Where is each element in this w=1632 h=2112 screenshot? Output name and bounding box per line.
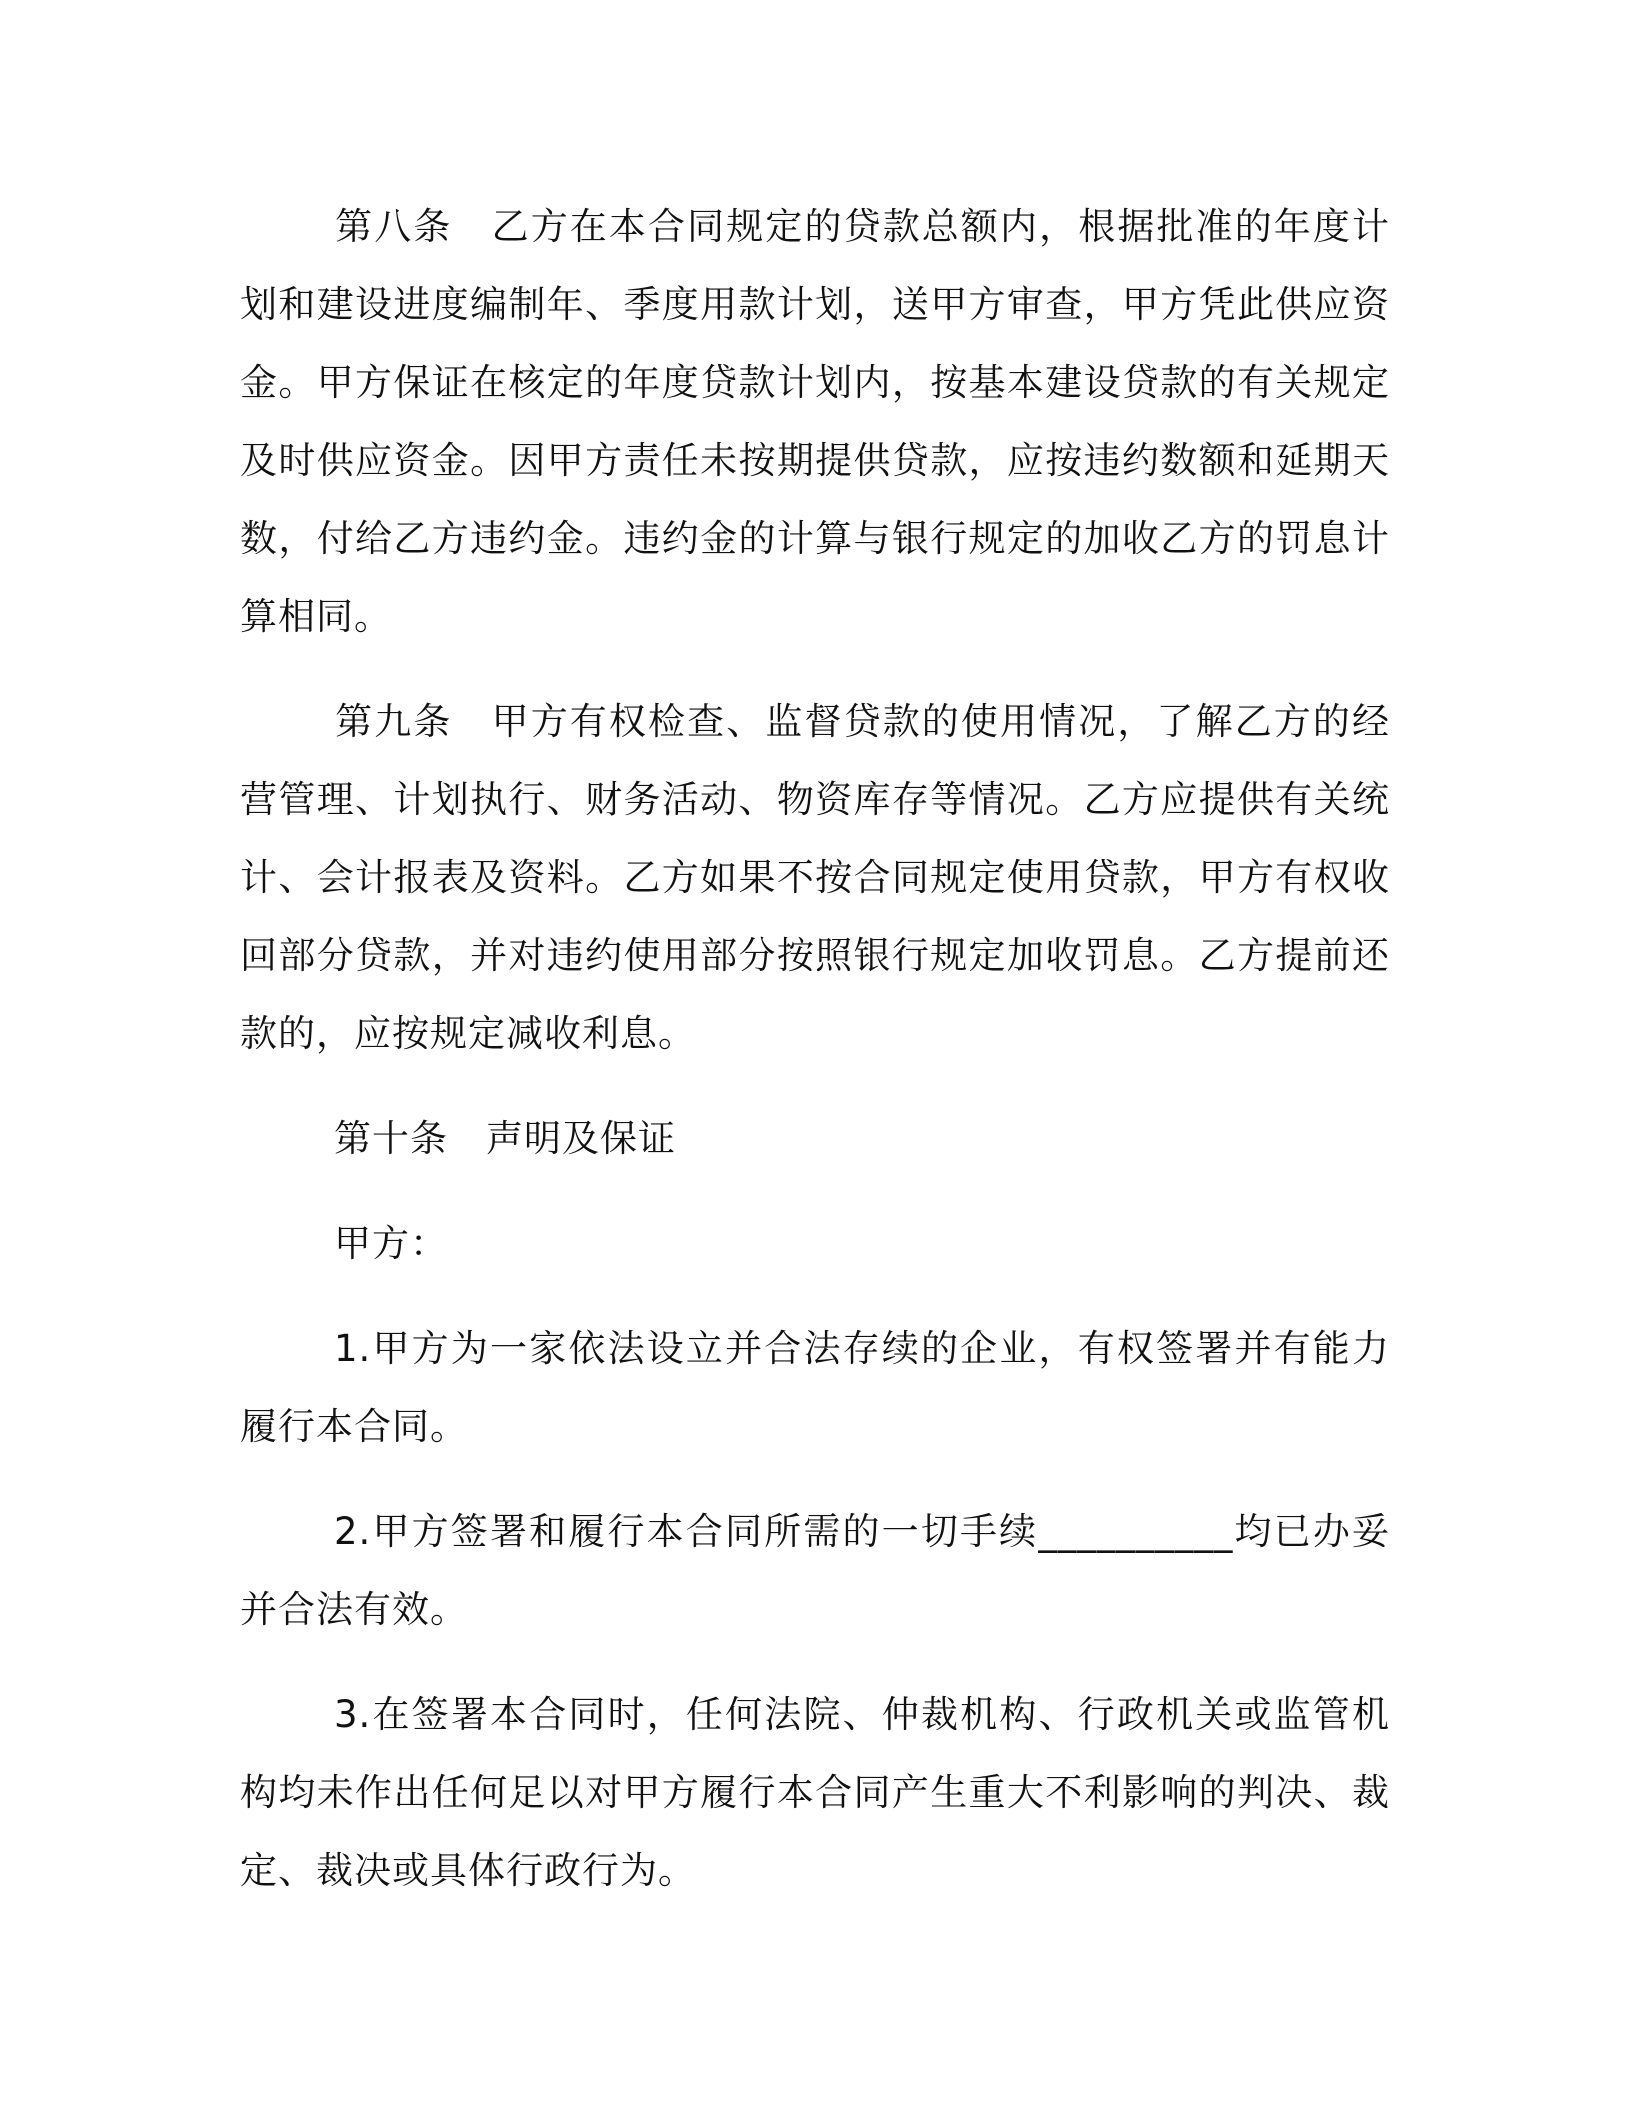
article-8-text: 乙方在本合同规定的贷款总额内，根据批准的年度计划和建设进度编制年、季度用款计划，送甲方审查，甲方凭此供应资金。甲方保证在核定的年度贷款计划内，按基本建设贷款的有关规定及时供应资金。因甲方责任未按期提供贷款，应按违约数额和延期天数，付给乙方违约金。违约金的计算与银行规定的加收乙方的罚息计算相同。 [240,205,1391,638]
article-9-paragraph [240,683,1390,1073]
document-page [240,188,1390,1910]
article-9-heading: 第九条 [334,700,453,743]
clause-1-text: 1.甲方为一家依法设立并合法存续的企业，有权签署并有能力履行本合同。 [240,1327,1390,1448]
party-a-label: 甲方： [334,1222,448,1265]
clause-2-text: 2.甲方签署和履行本合同所需的一切手续__________均已办妥并合法有效。 [240,1510,1390,1631]
article-9-text: 甲方有权检查、监督贷款的使用情况，了解乙方的经营管理、计划执行、财务活动、物资库存等情况。乙方应提供有关统计、会计报表及资料。乙方如果不按合同规定使用贷款，甲方有权收回部分贷款，并对违约使用部分按照银行规定加收罚息。乙方提前还款的，应按规定减收利息。 [240,700,1391,1055]
party-a-label-paragraph [240,1205,1390,1283]
clause-1-paragraph [240,1310,1390,1466]
article-10-heading: 第十条 [334,1117,448,1160]
article-10-paragraph [240,1100,1390,1178]
article-10-title: 声明及保证 [486,1117,676,1160]
clause-3-paragraph [240,1676,1390,1910]
article-8-paragraph [240,188,1390,656]
clause-2-paragraph [240,1493,1390,1649]
article-8-heading: 第八条 [334,205,453,248]
clause-3-text: 3.在签署本合同时，任何法院、仲裁机构、行政机关或监管机构均未作出任何足以对甲方履行本合同产生重大不利影响的判决、裁定、裁决或具体行政行为。 [240,1693,1390,1892]
